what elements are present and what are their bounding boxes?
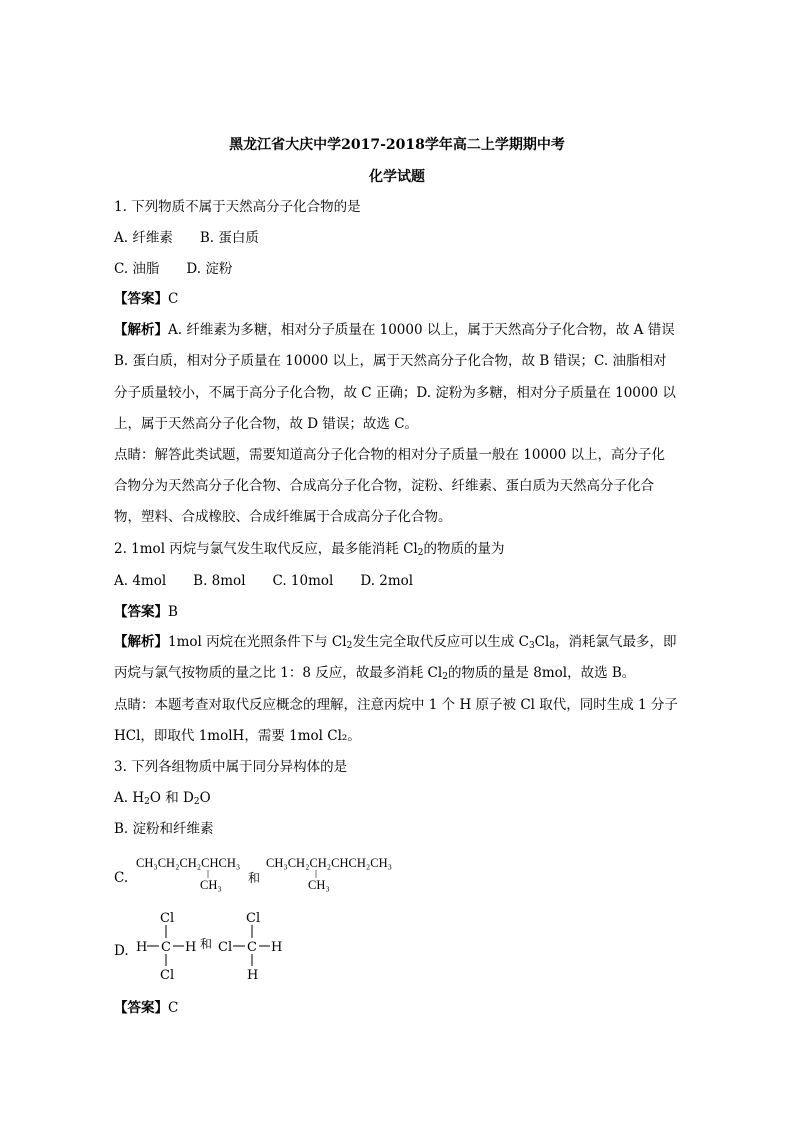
answer-value: B bbox=[168, 604, 178, 620]
answer-label: 【答案】 bbox=[114, 291, 168, 307]
analysis-text: ，消耗氯气最多，即 bbox=[555, 634, 677, 650]
document-title: 黑龙江省大庆中学2017-2018学年高二上学期期中考 bbox=[229, 137, 565, 153]
chem-d-left-h: H bbox=[136, 940, 148, 955]
chem-c-and: 和 bbox=[248, 871, 261, 885]
chem-d-left-c: C bbox=[161, 940, 171, 955]
q2-answer bbox=[114, 603, 178, 621]
q1-question: 1. 下列物质不属于天然高分子化合物的是 bbox=[114, 199, 361, 215]
q3-option-d-label: D. bbox=[114, 943, 129, 959]
subscript: 2 bbox=[417, 548, 424, 558]
q1-options-ab: A. 纤维素 B. 蛋白质 bbox=[114, 230, 259, 246]
option-text: O bbox=[199, 790, 211, 806]
q2-options: A. 4mol B. 8mol C. 10mol D. 2mol bbox=[114, 573, 414, 589]
q1-answer bbox=[114, 290, 178, 308]
q1-analysis-line-3: 分子质量较小，不属于高分子化合物，故 C 正确；D. 淀粉为多糖，相对分子质量在 10000 以 bbox=[114, 385, 676, 401]
chem-c-left: CH₃CH₂CH₂CHCH₃ bbox=[136, 856, 241, 870]
subscript: 8 bbox=[549, 641, 556, 651]
q3-question: 3. 下列各组物质中属于同分异构体的是 bbox=[114, 759, 348, 775]
q3-option-a bbox=[114, 789, 211, 811]
analysis-text: 丙烷与氯气按物质的量之比 1：8 反应，故最多消耗 Cl bbox=[114, 665, 443, 681]
subscript: 2 bbox=[346, 641, 353, 651]
chem-d-right-cl-left: Cl bbox=[218, 940, 233, 955]
answer-label: 【答案】 bbox=[114, 1000, 168, 1016]
q2-analysis-line-2 bbox=[114, 664, 635, 686]
subscript: 3 bbox=[528, 641, 535, 651]
q2-note-line-1: 点睛：本题考查对取代反应概念的理解，注意丙烷中 1 个 H 原子被 Cl 取代，同时生成 1 分子 bbox=[114, 697, 678, 713]
q2-question-text: 2. 1mol 丙烷与氯气发生取代反应，最多能消耗 Cl bbox=[114, 541, 418, 557]
subscript: 2 bbox=[193, 797, 200, 807]
chem-d-left-cl-top: Cl bbox=[160, 911, 175, 926]
chem-d-and: 和 bbox=[200, 937, 213, 951]
chem-d-right-cl-top: Cl bbox=[246, 911, 261, 926]
chem-d-right-c: C bbox=[247, 940, 257, 955]
document-subtitle: 化学试题 bbox=[369, 169, 425, 185]
q2-note-line-2: HCl，即取代 1molH，需要 1mol Cl₂。 bbox=[114, 728, 361, 744]
answer-value: C bbox=[168, 291, 179, 307]
analysis-text: 发生完全取代反应可以生成 C bbox=[352, 634, 529, 650]
q1-analysis-line-2: B. 蛋白质，相对分子质量在 10000 以上，属于天然高分子化合物，故 B 错误；C. 油脂相对 bbox=[114, 353, 667, 369]
chem-d-left-h-right: H bbox=[185, 940, 197, 955]
chem-d-right-h: H bbox=[271, 940, 283, 955]
option-d-structures bbox=[132, 908, 284, 986]
analysis-text: A. 纤维素为多糖，相对分子质量在 10000 以上，属于天然高分子化合物，故 A 错误 bbox=[168, 322, 675, 338]
q3-option-b: B. 淀粉和纤维素 bbox=[114, 821, 214, 837]
analysis-label: 【解析】 bbox=[114, 322, 168, 338]
q1-options-cd: C. 油脂 D. 淀粉 bbox=[114, 261, 233, 277]
option-text: O 和 D bbox=[149, 790, 194, 806]
q2-question bbox=[114, 540, 504, 562]
chem-c-right: CH₃CH₂CH₂CHCH₂CH₃ bbox=[266, 856, 392, 870]
q2-analysis-line-1 bbox=[114, 633, 677, 655]
q1-note-line-1: 点睛：解答此类试题，需要知道高分子化合物的相对分子质量一般在 10000 以上，高分子化 bbox=[114, 447, 666, 463]
subscript: 2 bbox=[442, 672, 448, 682]
option-c-structures bbox=[134, 853, 392, 895]
q1-analysis-line-1 bbox=[114, 321, 675, 339]
option-text: A. H bbox=[114, 790, 145, 806]
q3-option-c-label: C. bbox=[114, 870, 129, 886]
chem-c-right-branch: CH₃ bbox=[308, 878, 330, 892]
analysis-label: 【解析】 bbox=[114, 634, 168, 650]
chem-d-right-h-bottom: H bbox=[247, 968, 259, 983]
q3-answer bbox=[114, 999, 178, 1017]
subscript: 2 bbox=[144, 797, 150, 807]
chem-d-left-cl-bottom: Cl bbox=[160, 968, 175, 983]
q2-question-text-end: 的物质的量为 bbox=[423, 541, 505, 557]
q1-analysis-line-4: 上，属于天然高分子化合物，故 D 错误；故选 C。 bbox=[114, 416, 419, 432]
answer-label: 【答案】 bbox=[114, 604, 168, 620]
answer-value: C bbox=[168, 1000, 179, 1016]
q1-note-line-3: 物，塑料、合成橡胶、合成纤维属于合成高分子化合物。 bbox=[114, 509, 452, 525]
analysis-text: Cl bbox=[534, 634, 550, 650]
analysis-text: 的物质的量是 8mol，故选 B。 bbox=[447, 665, 636, 681]
analysis-text: 1mol 丙烷在光照条件下与 Cl bbox=[168, 634, 347, 650]
q1-note-line-2: 合物分为天然高分子化合物、合成高分子化合物，淀粉、纤维素、蛋白质为天然高分子化合 bbox=[114, 478, 654, 494]
chem-c-left-branch: CH₃ bbox=[200, 878, 222, 892]
